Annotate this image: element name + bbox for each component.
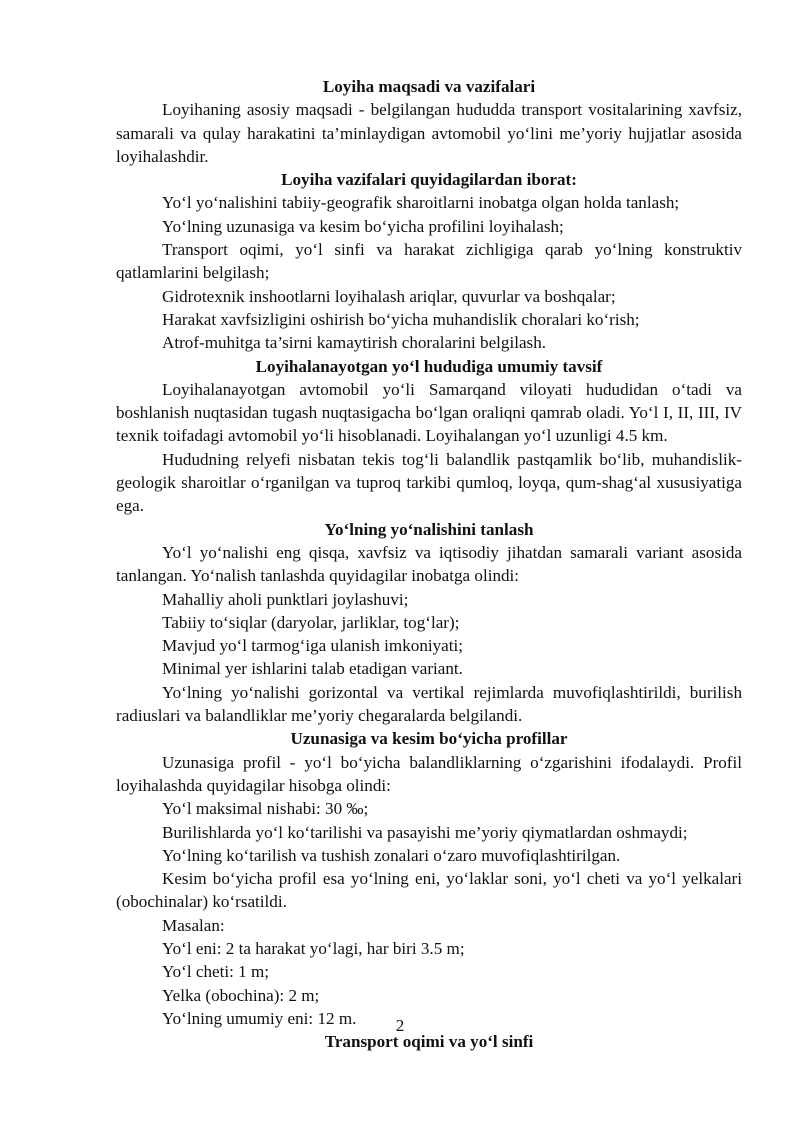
route-factor-obstacles: Tabiiy to‘siqlar (daryolar, jarliklar, tog‘lar);: [162, 612, 460, 632]
paragraph-project-goal: Loyihaning asosiy maqsadi - belgilangan hududda transport vositalarining xavfsiz, samarali va qulay harakatini ta’minlaydigan avtomobil yo‘lini me’yoriy hujjatlar asosida loyihalashdir.: [116, 100, 742, 166]
task-item-layers: Transport oqimi, yo‘l sinfi va harakat zichligiga qarab yo‘lning konstruktiv qatlamlarini belgilash;: [116, 240, 742, 283]
task-item-safety: Harakat xavfsizligini oshirish bo‘yicha muhandislik choralari ko‘rish;: [162, 309, 640, 329]
task-item-profile-design: Yo‘lning uzunasiga va kesim bo‘yicha profilini loyihalash;: [162, 216, 564, 236]
section-heading-project-goal: Loyiha maqsadi va vazifalari: [322, 77, 536, 96]
paragraph-route-choice: Yo‘l yo‘nalishi eng qisqa, xavfsiz va iqtisodiy jihatdan samarali variant asosida tanlangan. Yo‘nalish tanlashda quyidagilar inobatga olindi:: [116, 542, 742, 586]
task-item-route-selection: Yo‘l yo‘nalishini tabiiy-geografik sharoitlarni inobatga olgan holda tanlash;: [162, 193, 680, 213]
example-road-edge: Yo‘l cheti: 1 m;: [162, 962, 270, 982]
paragraph-route-alignment: Yo‘lning yo‘nalishi gorizontal va vertikal rejimlarda muvofiqlashtirildi, burilish radiuslari va balandliklar me’yoriy chegaralarda belgilandi.: [116, 682, 742, 726]
route-factor-network: Mavjud yo‘l tarmog‘iga ulanish imkoniyati;: [162, 636, 463, 656]
paragraph-cross-section: Kesim bo‘yicha profil esa yo‘lning eni, yo‘laklar soni, yo‘l cheti va yo‘l yelkalari (obochinalar) ko‘rsatildi.: [116, 869, 742, 912]
section-heading-profiles: Uzunasiga va kesim bo‘yicha profillar: [290, 729, 568, 749]
paragraph-area-relief: Hududning relyefi nisbatan tekis tog‘li balandlik pastqamlik bo‘lib, muhandislik-geologik sharoitlar o‘rganilgan va tuproq tarkibi qumloq, loyqa, qum-shag‘al xususiyatiga ega.: [116, 449, 742, 516]
section-heading-project-tasks: Loyiha vazifalari quyidagilardan iborat:: [281, 170, 577, 190]
task-item-environment: Atrof-muhitga ta’sirni kamaytirish choralarini belgilash.: [162, 333, 547, 353]
section-heading-route-choice: Yo‘lning yo‘nalishini tanlash: [324, 519, 534, 539]
profile-item-curves: Burilishlarda yo‘l ko‘tarilishi va pasayishi me’yoriy qiymatlardan oshmaydi;: [162, 822, 688, 842]
document-page: [116, 75, 742, 1053]
task-item-hydro-structures: Gidrotexnik inshootlarni loyihalash ariqlar, quvurlar va boshqalar;: [162, 286, 616, 306]
example-shoulder: Yelka (obochina): 2 m;: [162, 985, 320, 1005]
example-total-width: Yo‘lning umumiy eni: 12 m.: [162, 1008, 357, 1028]
profile-item-max-grade: Yo‘l maksimal nishabi: 30 ‰;: [162, 799, 369, 819]
section-heading-traffic-flow: Transport oqimi va yo‘l sinfi: [324, 1032, 534, 1052]
paragraph-longitudinal-profile: Uzunasiga profil - yo‘l bo‘yicha balandliklarning o‘zgarishini ifodalaydi. Profil loyihalashda quyidagilar hisobga olindi:: [116, 752, 742, 795]
example-label: Masalan:: [162, 915, 225, 935]
section-heading-area-description: Loyihalanayotgan yo‘l hududiga umumiy tavsif: [255, 356, 603, 376]
example-road-width: Yo‘l eni: 2 ta harakat yo‘lagi, har biri 3.5 m;: [162, 938, 465, 958]
page-number: 2: [395, 1016, 405, 1035]
route-factor-earthworks: Minimal yer ishlarini talab etadigan variant.: [162, 659, 463, 679]
route-factor-settlements: Mahalliy aholi punktlari joylashuvi;: [162, 589, 409, 609]
paragraph-area-location: Loyihalanayotgan avtomobil yo‘li Samarqand viloyati hududidan o‘tadi va boshlanish nuqtasidan tugash nuqtasigacha bo‘lgan oraliqni qamrab oladi. Yo‘l I, II, III, IV texnik toifadagi avtomobil yo‘li hisoblanadi. Loyihalangan yo‘l uzunligi 4.5 km.: [116, 379, 742, 446]
profile-item-zones: Yo‘lning ko‘tarilish va tushish zonalari o‘zaro muvofiqlashtirilgan.: [162, 845, 621, 865]
